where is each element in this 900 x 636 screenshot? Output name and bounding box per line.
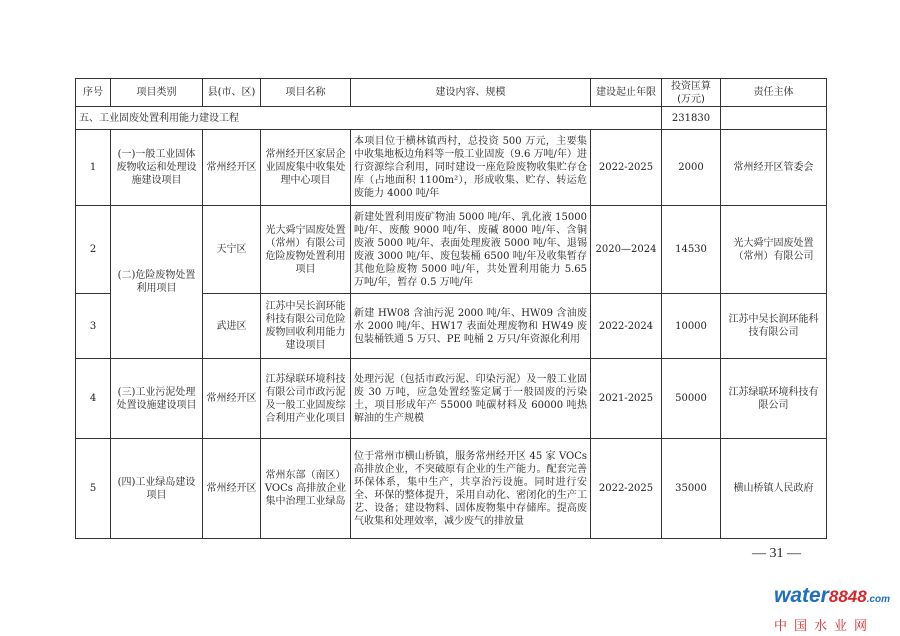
row-no: 4	[76, 359, 111, 439]
row-years: 2022-2025	[591, 439, 662, 539]
section-total: 231830	[662, 107, 721, 130]
header-name: 项目名称	[261, 79, 351, 107]
row-category: (四)工业绿岛建设项目	[111, 439, 203, 539]
page-number: — 31 —	[752, 546, 801, 561]
logo-com: .com	[866, 594, 891, 605]
row-investment: 10000	[662, 294, 721, 359]
header-no: 序号	[76, 79, 111, 107]
row-investment: 2000	[662, 130, 721, 206]
header-row	[76, 79, 827, 107]
row-county: 常州经开区	[203, 359, 261, 439]
row-content: 新建 HW08 含油污泥 2000 吨/年、HW09 含油废水 2000 吨/年、HW17 表面处理废物和 HW49 废包装桶铁通 5 万只、PE 吨桶 2 万只/年资源化利用	[351, 294, 591, 359]
header-years: 建设起止年限	[591, 79, 662, 107]
row-years: 2020—2024	[591, 206, 662, 294]
watermark-logo	[774, 585, 892, 634]
row-category: (二)危险废物处置利用项目	[111, 206, 203, 359]
table-row	[76, 130, 827, 206]
logo-num: 8848	[828, 587, 867, 606]
row-investment: 14530	[662, 206, 721, 294]
row-name: 江苏中吴长润环能科技有限公司危险废物回收利用能力建设项目	[261, 294, 351, 359]
section-title: 五、工业固废处置利用能力建设工程	[76, 107, 662, 130]
header-investment: 投资匡算 (万元)	[662, 79, 721, 107]
row-county: 常州经开区	[203, 130, 261, 206]
row-years: 2022-2025	[591, 130, 662, 206]
row-no: 1	[76, 130, 111, 206]
row-content: 位于常州市横山桥镇，服务常州经开区 45 家 VOCs 高排放企业，不突破原有企业的生产能力。配套完善环保体系，集中生产，共享治污设施。同时进行安全、环保的整体提升，采用自动化、密闭化的生产工艺、设备；建设物料、固体废物集中存储库。提高废气收集和处理效率，减少废气的排放量	[351, 439, 591, 539]
logo-cn-text: 中国水业网	[774, 619, 875, 634]
row-investment: 50000	[662, 359, 721, 439]
header-responsible: 责任主体	[721, 79, 827, 107]
row-name: 江苏绿联环境科技有限公司市政污泥及一般工业固废综合利用产业化项目	[261, 359, 351, 439]
row-no: 2	[76, 206, 111, 294]
row-responsible: 光大舜宁固废处置（常州）有限公司	[721, 206, 827, 294]
row-name: 常州经开区家居企业固废集中收集处理中心项目	[261, 130, 351, 206]
table-row	[76, 206, 827, 294]
project-table	[75, 78, 827, 539]
row-responsible: 江苏中吴长润环能科技有限公司	[721, 294, 827, 359]
logo-word: water	[774, 584, 829, 607]
row-responsible: 常州经开区管委会	[721, 130, 827, 206]
header-county: 县(市、区)	[203, 79, 261, 107]
row-no: 3	[76, 294, 111, 359]
logo-wordmark	[774, 585, 892, 611]
row-name: 光大舜宁固废处置（常州）有限公司危险废物处置利用项目	[261, 206, 351, 294]
row-content: 处理污泥（包括市政污泥、印染污泥）及一般工业固废 30 万吨，应急处置经鉴定属于一般固废的污染土，项目形成年产 55000 吨碳材料及 60000 吨热解油的生产规模	[351, 359, 591, 439]
row-content: 新建处置利用废矿物油 5000 吨/年、乳化液 15000 吨/年、废酸 9000 吨/年、废碱 8000 吨/年、含铜废液 5000 吨/年、表面处理废液 5000 吨/年、退锡废液 3000 吨/年、废包装桶 6500 吨/年及收集暂存其他危险废物 5000 吨/年，共处置利用能力 5.65 万吨/年，暂存 0.5 万吨/年	[351, 206, 591, 294]
section-row	[76, 107, 827, 130]
row-category: (三)工业污泥处理处置设施建设项目	[111, 359, 203, 439]
row-responsible: 江苏绿联环境科技有限公司	[721, 359, 827, 439]
row-content: 本项目位于横林镇西村，总投资 500 万元，主要集中收集地板边角料等一般工业固废（9.6 万吨/年）进行资源综合利用，同时建设一座危险废物收集贮存仓库（占地面积 1100m²），形成收集、贮存、转运危废能力 4000 吨/年	[351, 130, 591, 206]
row-county: 天宁区	[203, 206, 261, 294]
table-row	[76, 439, 827, 539]
row-county: 武进区	[203, 294, 261, 359]
header-content: 建设内容、规模	[351, 79, 591, 107]
row-no: 5	[76, 439, 111, 539]
row-category: (一)一般工业固体废物收运和处理设施建设项目	[111, 130, 203, 206]
row-county: 常州经开区	[203, 439, 261, 539]
header-category: 项目类别	[111, 79, 203, 107]
row-responsible: 横山桥镇人民政府	[721, 439, 827, 539]
row-years: 2021-2025	[591, 359, 662, 439]
table-row	[76, 359, 827, 439]
row-name: 常州东部（南区）VOCs 高排放企业集中治理工业绿岛	[261, 439, 351, 539]
row-years: 2022-2024	[591, 294, 662, 359]
row-investment: 35000	[662, 439, 721, 539]
